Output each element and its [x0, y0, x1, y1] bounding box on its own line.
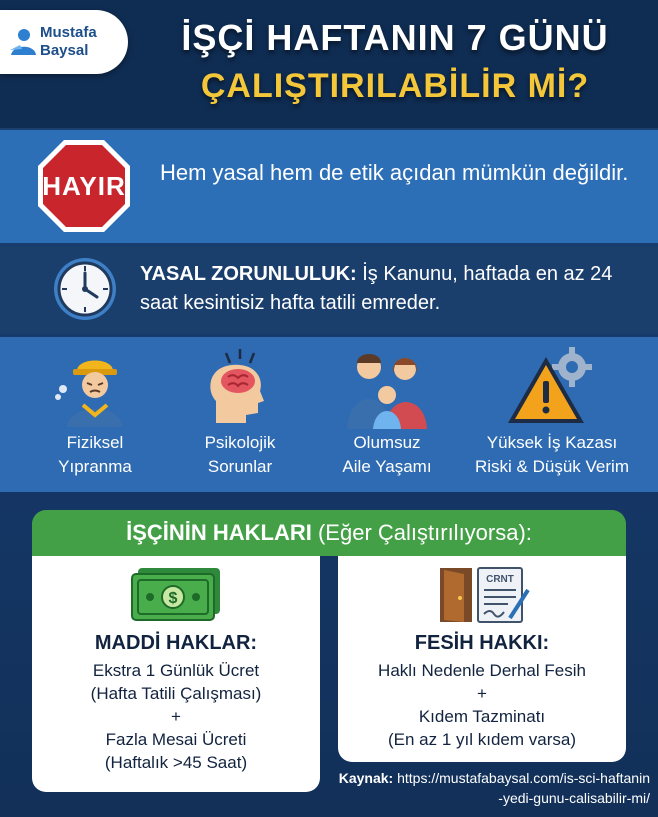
financial-line-2: (Hafta Tatili Çalışması) [90, 684, 262, 703]
effect-physical-line-1: Fiziksel [66, 433, 124, 452]
answer-band [0, 130, 658, 243]
source-citation [338, 768, 650, 808]
legal-band [0, 246, 658, 334]
brand-name-last: Baysal [40, 42, 89, 59]
door-document-icon [434, 564, 534, 626]
effect-psychological [170, 337, 310, 492]
termination-line-2: Kıdem Tazminatı [418, 707, 546, 726]
brand-logo [0, 10, 128, 74]
title-line-1: İŞÇİ HAFTANIN 7 GÜNÜ [181, 17, 609, 58]
effect-psychological-label [170, 431, 310, 479]
financial-line-3: Fazla Mesai Ücreti [105, 730, 247, 749]
effects-band [0, 337, 658, 492]
brand-name-first: Mustafa [40, 24, 97, 41]
brain-stress-icon [198, 345, 282, 427]
financial-line-plus: + [171, 707, 181, 726]
title-line-2: ÇALIŞTIRILABİLİR Mİ? [200, 67, 590, 105]
financial-line-4: (Haftalık >45 Saat) [104, 753, 248, 772]
person-logo-icon [8, 26, 38, 58]
effect-family-label [312, 431, 462, 479]
financial-line-1: Ekstra 1 Günlük Ücret [92, 661, 260, 680]
effect-psychological-line-1: Psikolojik [204, 433, 276, 452]
effect-family [312, 337, 462, 492]
rights-title-bold: İŞÇİNİN HAKLARI [126, 520, 312, 545]
effect-accident-risk-line-1: Yüksek İş Kazası [486, 433, 618, 452]
effect-physical-line-2: Yıpranma [58, 457, 132, 476]
answer-text: Hem yasal hem de etik açıdan mümkün değildir. [160, 160, 629, 185]
money-bill-icon [128, 566, 224, 624]
source-label: Kaynak: [338, 770, 394, 786]
clock-icon [52, 256, 118, 322]
termination-line-plus: + [477, 684, 487, 703]
svg-text:$: $ [168, 590, 178, 607]
effect-accident-risk [462, 337, 642, 492]
source-link[interactable]: https://mustafabaysal.com/is-sci-haftanin-yedi-gunu-calisabilir-mi/ [397, 770, 650, 806]
stop-sign-text: HAYIR [42, 171, 126, 201]
effect-accident-risk-label [462, 431, 642, 479]
document-label: CRNT [486, 574, 514, 585]
termination-line-3: (En az 1 yıl kıdem varsa) [387, 730, 576, 749]
termination-line-1: Haklı Nedenle Derhal Fesih [378, 661, 586, 680]
header [0, 0, 658, 128]
termination-rights-title: FESİH HAKKI: [414, 632, 550, 654]
rights-header [32, 510, 626, 556]
financial-rights-card [32, 556, 320, 792]
termination-rights-card [338, 556, 626, 762]
financial-rights-title: MADDİ HAKLAR: [94, 632, 258, 654]
warning-gear-icon [506, 345, 598, 427]
legal-body: İş Kanunu, haftada en az 24 saat kesintisiz hafta tatili emreder. [140, 263, 613, 314]
effect-psychological-line-2: Sorunlar [207, 457, 273, 476]
legal-label: YASAL ZORUNLULUK: [140, 263, 357, 285]
legal-requirement-text [140, 260, 640, 318]
rights-title-rest: (Eğer Çalıştırılıyorsa): [317, 520, 532, 545]
tired-worker-icon [53, 345, 137, 427]
effect-family-line-2: Aile Yaşamı [342, 457, 432, 476]
effect-family-line-1: Olumsuz [353, 433, 421, 452]
sad-family-icon [343, 345, 431, 429]
effect-physical [20, 337, 170, 492]
effect-physical-label [20, 431, 170, 479]
effect-accident-risk-line-2: Riski & Düşük Verim [475, 457, 629, 476]
